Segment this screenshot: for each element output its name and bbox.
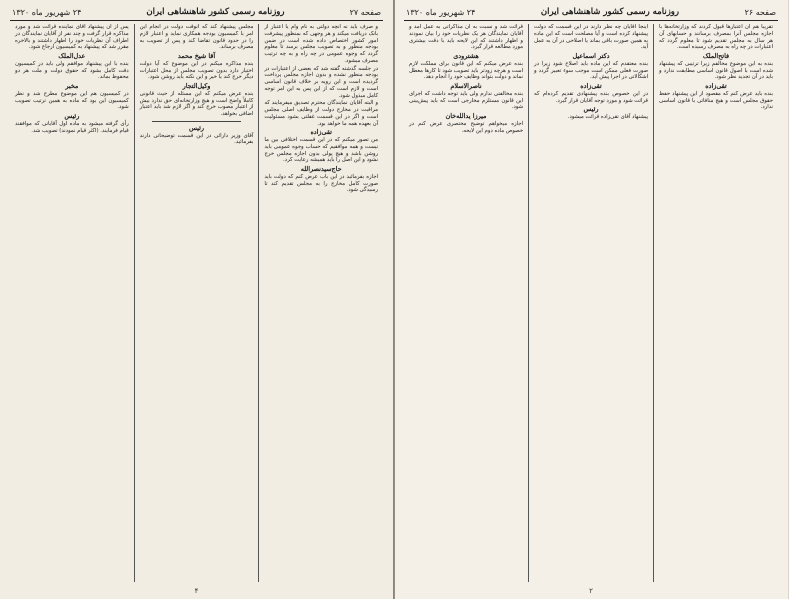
speech: بنده باید عرض کنم که مقصود از این پیشنهاد حفظ حقوق مجلس است و هیچ منافاتی با قانون اساسی ندارد. xyxy=(659,90,773,111)
speaker-heading: وکیل‌التجار xyxy=(182,82,211,90)
paragraph: قرائت شد و نسبت به آن مذاکراتی به عمل آمد و آقایان نمایندگان هر یک نظریات خود را بیان نمودند و اظهار داشتند که این لایحه باید با دقت بیشتری مورد مطالعه قرار گیرد. xyxy=(409,24,523,51)
speaker-heading: مخبر xyxy=(65,82,79,90)
paragraph: و صرف باید نه آنچه دولتی به نام وام یا اعتبار از بانک دریافت میکند و هر وجهی که بمنظور پیشرفت امور کشور اختصاص داده شده است در ضمن بودجه منظور و به تصویب مجلس برسد تا معلوم گردد که وجوه عمومی در چه راه و به چه ترتیب مصرف میشود. xyxy=(264,24,378,64)
header-date: ۲۴ شهریور ماه ۱۳۲۰ xyxy=(406,7,476,17)
page-header xyxy=(10,6,383,18)
header-date: ۲۴ شهریور ماه ۱۳۲۰ xyxy=(12,7,82,17)
page-folio: ۲ xyxy=(589,587,593,595)
speech: در این خصوص بنده پیشنهادی تقدیم کرده‌ام که قرائت شود و مورد توجه آقایان قرار گیرد. xyxy=(534,90,648,104)
speech: در کمیسیون هم این موضوع مطرح شد و نظر کمیسیون این بود که ماده به همین ترتیب تصویب شود. xyxy=(14,90,129,111)
column-3 xyxy=(10,24,135,582)
left-page xyxy=(0,0,394,599)
header-title: روزنامه رسمی کشور شاهنشاهی ایران xyxy=(540,7,680,17)
speaker-heading: آقا شیخ محمد xyxy=(177,52,216,60)
speech: بنده عرض میکنم که این مسئله از حیث قانونی کاملاً واضح است و هیچ وزارتخانه‌ای حق ندارد بیش از اعتبار مصوب خرج کند و اگر لازم شد باید اعتبار اضافی بخواهد. xyxy=(139,90,254,117)
speaker-heading: رئیس xyxy=(583,105,599,114)
paragraph: پس از آن پیشنهاد آقای نماینده قرائت شد و مورد مذاکره قرار گرفت و چند نفر از آقایان نمایندگان در اطراف آن نظریات خود را اظهار داشتند و بالاخره مقرر شد که پیشنهاد به کمیسیون ارجاع شود. xyxy=(14,24,129,51)
header-rule xyxy=(404,20,778,21)
speaker-heading: حاج‌سید‌نصرالله xyxy=(300,165,342,173)
columns xyxy=(404,24,778,582)
speaker-heading: میرزا یدالله‌خان xyxy=(445,112,487,120)
header-rule xyxy=(10,20,383,21)
columns xyxy=(10,24,383,582)
binding-gutter xyxy=(394,0,395,599)
speech: اجازه بفرمائید در این باب عرض کنم که دولت باید صورت کامل مخارج را به مجلس تقدیم کند تا رسیدگی شود. xyxy=(264,173,378,194)
header-title: روزنامه رسمی کشور شاهنشاهی ایران xyxy=(146,7,285,17)
speech: اجازه میخواهم توضیح مختصری عرض کنم در خصوص ماده دوم این لایحه. xyxy=(409,120,523,134)
speech: بنده مخالفتی ندارم ولی باید توجه داشت که اجرای این قانون مستلزم مخارجی است که باید پیش‌بینی شود. xyxy=(409,90,523,111)
speaker-heading: عدل‌الملک xyxy=(58,52,86,60)
speech: بنده به این موضوع مخالفم زیرا ترتیبی که پیشنهاد شده است با اصول قانون اساسی مطابقت ندارد و باید در آن تجدید نظر شود. xyxy=(659,60,773,81)
paragraph: و البته آقایان نمایندگان محترم تصدیق میفرمایند که مراقبت در مخارج دولت از وظایف اصلی مجلس است و اگر در این قسمت غفلتی بشود مسئولیت آن بعهده همه ما خواهد بود. xyxy=(264,100,378,127)
speaker-heading: تقی‌زاده xyxy=(580,82,602,90)
header-page-number: صفحه ۲۷ xyxy=(349,7,381,17)
column-1 xyxy=(654,24,778,582)
speaker-heading: تقی‌زاده xyxy=(705,82,727,90)
speech: آقای وزیر دارائی در این قسمت توضیحاتی دارند بفرمائید. xyxy=(139,132,254,146)
speaker-heading: فاتح‌الملک xyxy=(702,52,730,60)
right-page xyxy=(394,0,788,599)
speaker-heading: تقی‌زاده xyxy=(310,128,332,137)
speech: پیشنهاد آقای تقی‌زاده قرائت میشود. xyxy=(567,114,648,120)
column-1 xyxy=(259,24,383,582)
speech: بنده مذاکره میکنم در این موضوع که آیا دولت اختیار دارد بدون تصویب مجلس از محل اعتبارات دیگر خرج کند یا خیر و این نکته باید روشن شود. xyxy=(139,60,254,81)
speech: من تصور میکنم که در این قسمت اختلافی بین ما نیست و همه موافقیم که حساب وجوه عمومی باید روشن باشد و هیچ پولی بدون اجازه مجلس خرج نشود و این اصل را باید همیشه رعایت کرد. xyxy=(264,137,378,164)
column-2 xyxy=(529,24,654,582)
speech: بنده عرض میکنم که این قانون برای مملکت لازم است و هرچه زودتر باید تصویب شود تا کارها معطل نماند و دولت بتواند وظایف خود را انجام دهد. xyxy=(409,60,523,81)
page-folio: ۴ xyxy=(194,587,199,595)
column-3 xyxy=(404,24,529,582)
speaker-heading: رئیس xyxy=(189,123,204,132)
page-header xyxy=(404,6,778,18)
speech: بنده معتقدم که این ماده باید اصلاح شود زیرا در صورت فعلی ممکن است موجب سوء تعبیر گردد و اشکالاتی در اجرا پیش آید. xyxy=(534,60,648,81)
column-2 xyxy=(135,24,260,582)
speaker-heading: رئیس xyxy=(64,112,80,120)
speech: رأی گرفته میشود به ماده اول آقایانی که موافقند قیام فرمایند. (اکثر قیام نمودند) تصویب شد. xyxy=(14,120,129,134)
speaker-heading: هشترودی xyxy=(453,52,479,60)
paragraph: اینجا آقایان چه نظر دارند در این قسمت که دولت پیشنهاد کرده است و آیا مصلحت است که این ماده به همین صورت باقی بماند یا اصلاحی در آن به عمل آید. xyxy=(534,24,648,51)
divider xyxy=(152,121,242,122)
paragraph: تقریباً هم آن اعتبارها قبول کردند که وزارتخانه‌ها با اجازه مجلس آنرا بمصرف برسانند و حسابهای آن هر سال به مجلس تقدیم شود تا معلوم گردد که اعتبارات در چه راه به مصرف رسیده است. xyxy=(659,24,773,51)
paragraph: مجلس پیشنهاد کند که آنوقت دولت در انجام این امر با کمیسیون بودجه همکاری نماید و اعتبار لازم را در حدود قانون تقاضا کند و پس از تصویب به مصرف برساند. xyxy=(139,24,254,51)
header-page-number: صفحه ۲۶ xyxy=(744,7,776,17)
speaker-heading: ناصرالاسلام xyxy=(450,82,482,90)
paragraph: در جلسه گذشته گفته شد که بعضی از اعتبارات در بودجه منظور نشده و بدون اجازه مجلس پرداخت گردیده است و این رویه بر خلاف قانون اساسی است و لازم است که از این پس به این امر توجه کامل مبذول شود. xyxy=(264,65,378,99)
speech: بنده با این پیشنهاد موافقم ولی باید در کمیسیون دقت کامل بشود که حقوق دولت و ملت هر دو محفوظ بماند. xyxy=(14,60,129,81)
speaker-heading: دکتر اسماعیل xyxy=(572,52,610,60)
